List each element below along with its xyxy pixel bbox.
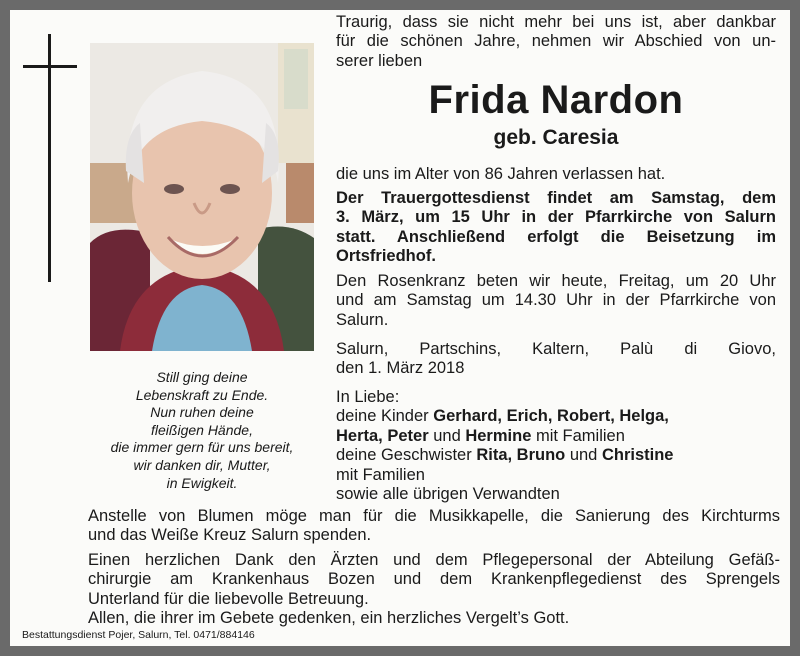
closing-line: Allen, die ihrer im Gebete gedenken, ein herzliches Vergelt’s Gott. [88,609,570,627]
funeral-service-text: Der Trauergottesdienst findet am Samstag, dem 3. März, um 15 Uhr in der Pfarrkirche von Salurn statt. Anschließend erfolgt die Beisetzung im Ortsfriedhof. [336,189,776,266]
poem-line: die immer gern für uns bereit, [110,439,294,456]
portrait-photo [90,43,314,351]
children-names: Gerhard, Erich, Robert, Helga, [433,407,669,426]
cross-icon-bar [23,65,77,68]
place-and-date: Salurn, Partschins, Kaltern, Palù di Giovo, den 1. März 2018 [336,340,776,378]
birth-name: geb. Caresia [493,126,619,149]
thanks-note: Einen herzlichen Dank den Ärzten und dem Pflegepersonal der Abteilung Gefäß- chirurgie am Krankenhaus Bozen und dem Krankenpflegedienst des Sprengels Unterland für die liebevolle Betreuung. [88,551,780,608]
rosary-text: Den Rosenkranz beten wir heute, Freitag, um 20 Uhr und am Samstag um 14.30 Uhr in der Pfarrkirche von Salurn. [336,272,776,329]
deceased-name: Frida Nardon [428,78,684,122]
mourners-list: In Liebe: deine Kinder Gerhard, Erich, Robert, Helga, Herta, Peter und Hermine mit Familien deine Geschwister Rita, Bruno und Christine mit Familien sowie alle übrigen Verwandten [336,388,674,504]
obituary-page [10,10,790,646]
age-line: die uns im Alter von 86 Jahren verlassen hat. [336,165,666,183]
poem-line: fleißigen Hände, [151,421,253,438]
poem-line: Still ging deine [156,369,248,385]
cross-icon [48,34,51,282]
intro-text: Traurig, dass sie nicht mehr bei uns ist, aber dankbar für die schönen Jahre, nehmen wir Abschied von un- serer lieben [336,13,776,70]
sibling-names: Rita, Bruno [476,446,566,465]
memorial-poem [90,369,314,492]
poem-line: Nun ruhen deine [150,404,254,421]
poem-line: Lebenskraft zu Ende. [135,386,269,403]
funeral-home-credit: Bestattungsdienst Pojer, Salurn, Tel. 0471/884146 [22,629,255,641]
poem-line: in Ewigkeit. [166,474,238,491]
poem-line: wir danken dir, Mutter, [133,456,271,473]
donation-note: Anstelle von Blumen möge man für die Musikkapelle, die Sanierung des Kirchturms und das Weiße Kreuz Salurn spenden. [88,507,780,545]
